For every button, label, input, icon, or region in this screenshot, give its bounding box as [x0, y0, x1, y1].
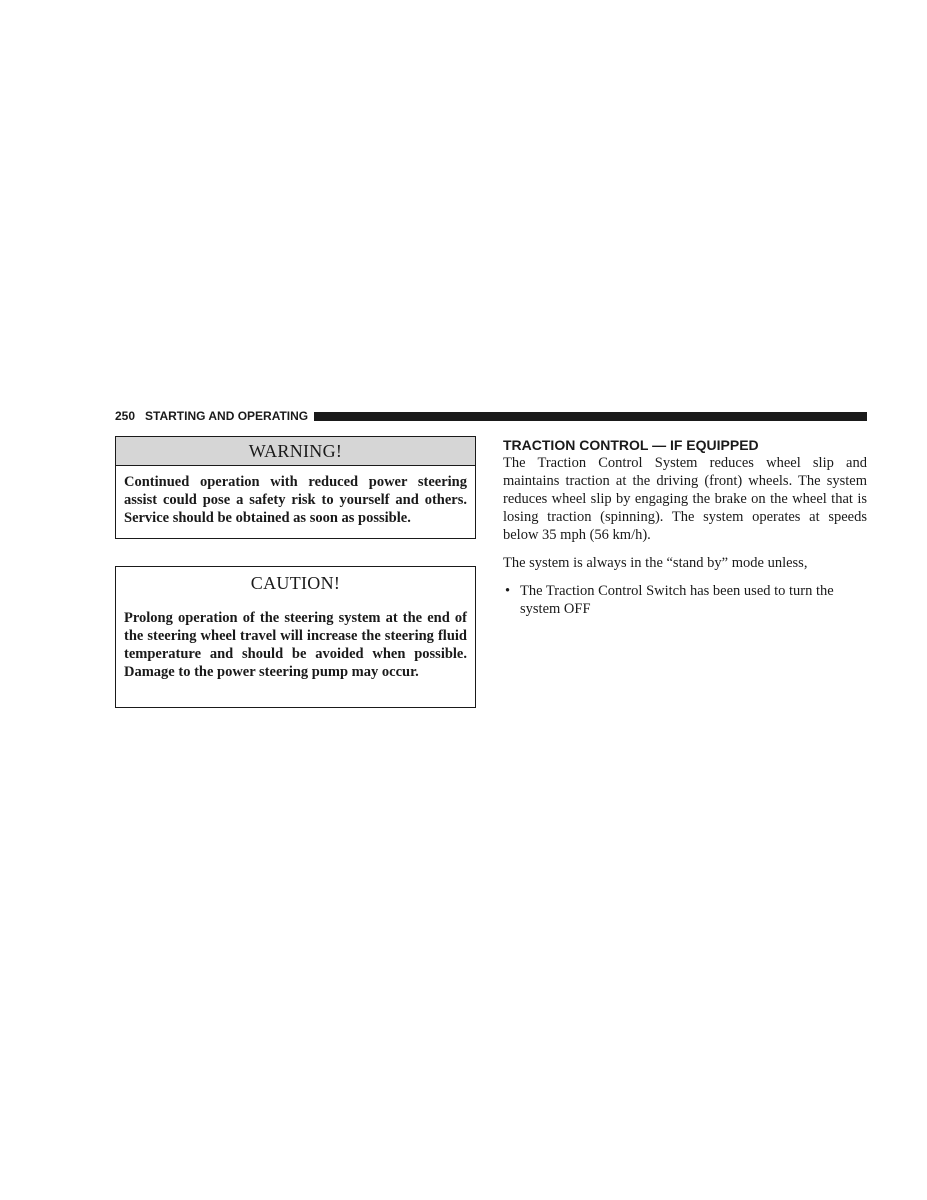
page-header — [115, 408, 867, 424]
caution-box — [115, 566, 476, 708]
traction-paragraph-1: The Traction Control System reduces wheel slip and maintains traction at the driving (front) wheels. The system reduces wheel slip by engaging the brake on the wheel that is losing traction (spinning). The system operates at speeds below 35 mph (56 km/h). — [503, 455, 867, 543]
warning-title: WARNING! — [116, 437, 475, 466]
traction-paragraph-2: The system is always in the “stand by” mode unless, — [503, 555, 808, 571]
traction-control-section — [503, 436, 867, 618]
section-title: STARTING AND OPERATING — [145, 409, 309, 423]
warning-text: Continued operation with reduced power steering assist could pose a safety risk to yourself and others. Service should be obtained as soon as possible. — [124, 474, 467, 526]
bullet-text: The Traction Control Switch has been used to turn the system OFF — [520, 583, 834, 617]
list-item — [503, 582, 867, 618]
warning-box — [115, 436, 476, 539]
caution-title: CAUTION! — [250, 573, 341, 593]
traction-heading: TRACTION CONTROL — IF EQUIPPED — [503, 437, 759, 453]
header-rule — [314, 412, 867, 421]
traction-bullet-list — [503, 582, 867, 618]
page-number: 250 — [115, 409, 136, 423]
bullet-icon: • — [505, 583, 511, 599]
caution-text: Prolong operation of the steering system at the end of the steering wheel travel will increase the steering fluid temperature and should be avoided when possible. Damage to the power steering pump may occur. — [124, 610, 467, 680]
